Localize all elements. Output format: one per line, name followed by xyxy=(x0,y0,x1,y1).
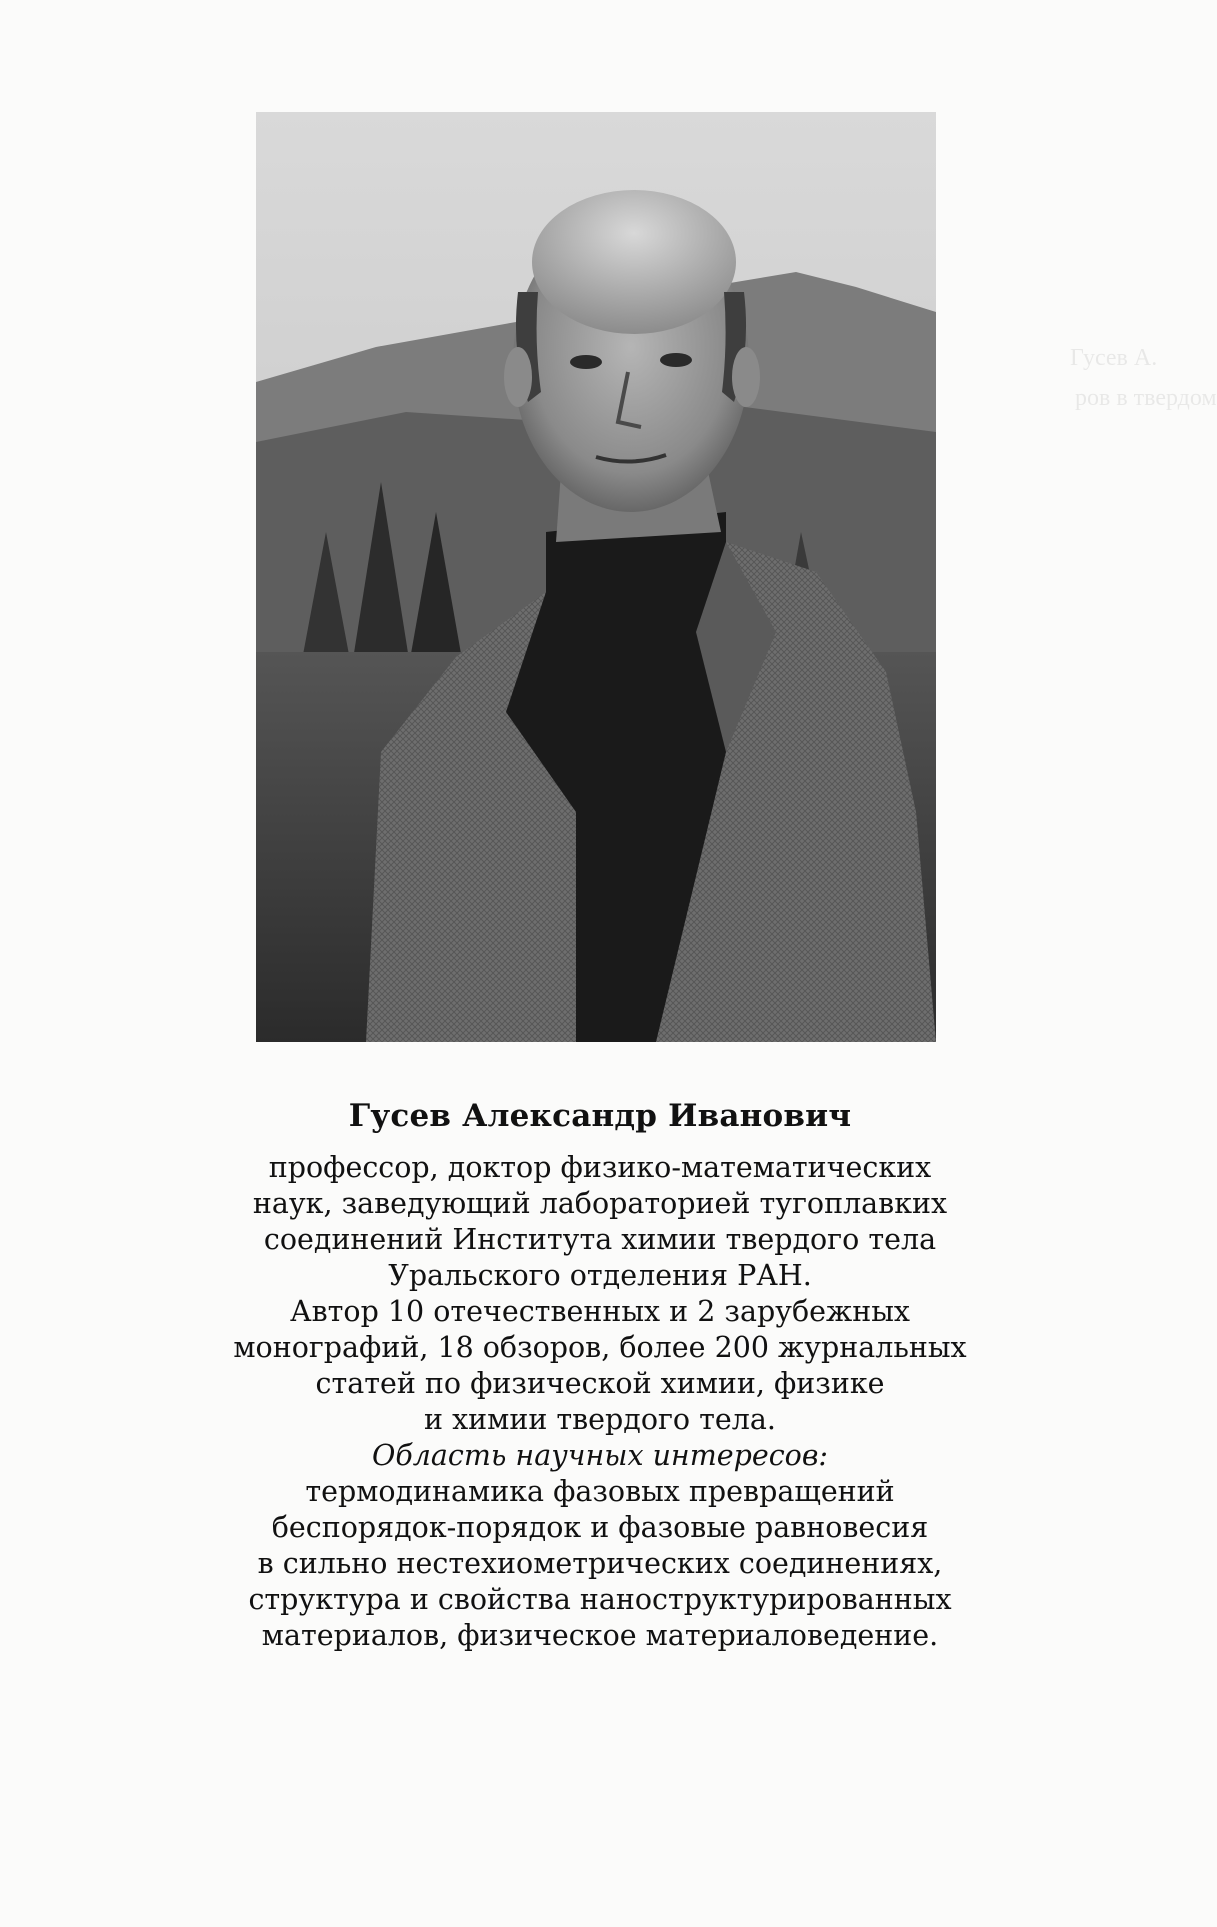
interests-line: беспорядок-порядок и фазовые равновесия xyxy=(271,1511,929,1544)
eye xyxy=(570,355,602,369)
ear xyxy=(504,347,532,407)
bleed-through-text: ров в твердом xyxy=(1075,385,1217,411)
bio-line: монографий, 18 обзоров, более 200 журнальных xyxy=(233,1331,967,1364)
bio-line: наук, заведующий лабораторией тугоплавких xyxy=(252,1187,948,1220)
interests-line: материалов, физическое материаловедение. xyxy=(261,1619,939,1652)
interests-line: термодинамика фазовых превращений xyxy=(305,1475,895,1508)
bio-line: и химии твердого тела. xyxy=(424,1403,776,1436)
head xyxy=(532,190,736,334)
bleed-through-text: Гусев А. xyxy=(1070,345,1158,371)
interests-heading: Область научных интересов: xyxy=(371,1439,829,1472)
bio-line: Автор 10 отечественных и 2 зарубежных xyxy=(290,1295,910,1328)
interests-line: структура и свойства наноструктурированных xyxy=(248,1583,952,1616)
bio-line: Уральского отделения РАН. xyxy=(388,1259,812,1292)
portrait-illustration xyxy=(256,112,936,1042)
bio-line: профессор, доктор физико-математических xyxy=(268,1151,932,1184)
author-portrait-photo xyxy=(256,112,936,1042)
author-name: Гусев Александр Иванович xyxy=(348,1098,852,1134)
interests-line: в сильно нестехиометрических соединениях, xyxy=(257,1547,943,1580)
bio-line: статей по физической химии, физике xyxy=(315,1367,885,1400)
bio-line: соединений Института химии твердого тела xyxy=(263,1223,937,1256)
author-caption xyxy=(100,1098,1100,1654)
ear xyxy=(732,347,760,407)
eye xyxy=(660,353,692,367)
